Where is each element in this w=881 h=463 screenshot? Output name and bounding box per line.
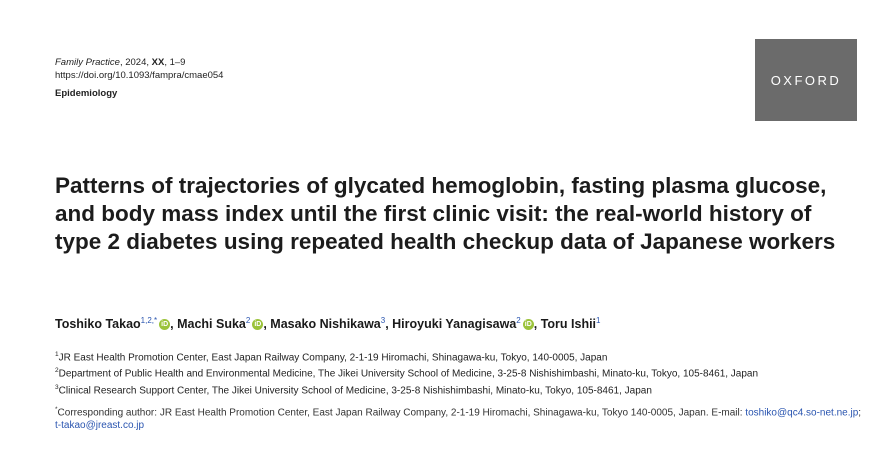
author[interactable] <box>177 317 263 331</box>
email-link-1[interactable]: toshiko@qc4.so-net.ne.jp <box>745 407 859 419</box>
author[interactable] <box>392 317 534 331</box>
citation-pages: , 1–9 <box>164 57 186 68</box>
corresponding-author <box>55 403 865 432</box>
author-affiliation-marker: 2 <box>516 316 521 325</box>
author-separator: , <box>263 317 271 332</box>
author[interactable] <box>541 317 601 331</box>
author-list <box>55 316 600 331</box>
author-affiliation-marker: 2 <box>245 316 251 325</box>
oxford-logo <box>755 39 857 121</box>
author-affiliation-marker: 3 <box>380 316 386 325</box>
journal-name: Family Practice <box>55 57 120 68</box>
author-name: Masako Nishikawa <box>270 317 381 332</box>
affiliation-text: JR East Health Promotion Center, East Japan Railway Company, 2-1-19 Hiromachi, Shinagawa-ku, Tokyo, 140-0005, Japan <box>58 352 608 364</box>
author-name: Hiroyuki Yanagisawa <box>392 317 517 332</box>
article-title: Patterns of trajectories of glycated hemoglobin, fasting plasma glucose, and body mass index until the first clinic visit: the real-world history of type 2 diabetes using repeated health checkup data of Japanese workers <box>55 173 836 254</box>
affiliation-text: Department of Public Health and Environmental Medicine, The Jikei University School of Medicine, 3-25-8 Nishishimbashi, Minato-ku, Tokyo, 105-8461, Japan <box>58 368 759 380</box>
orcid-icon[interactable]: iD <box>524 321 532 329</box>
author-name: Machi Suka <box>177 317 246 332</box>
affiliation-number: 2 <box>55 367 59 375</box>
corresponding-mark: * <box>55 405 58 413</box>
affiliation-number: 3 <box>55 383 59 391</box>
affiliation-list <box>55 348 865 397</box>
citation-line <box>55 56 223 69</box>
orcid-icon[interactable]: iD <box>254 321 262 329</box>
logo-text: OXFORD <box>770 72 842 88</box>
affiliation-item <box>55 364 865 380</box>
section-label: Epidemiology <box>55 88 118 99</box>
email-separator: ; <box>858 407 862 419</box>
author[interactable] <box>55 317 170 331</box>
citation-year: , 2024, <box>119 57 152 68</box>
author-separator: , <box>533 317 541 332</box>
affiliation-item <box>55 348 865 364</box>
affiliations <box>55 348 865 432</box>
doi-link[interactable]: https://doi.org/10.1093/fampra/cmae054 <box>55 70 224 81</box>
affiliation-item <box>55 381 865 397</box>
author-affiliation-marker: 1 <box>596 316 601 325</box>
author[interactable] <box>270 317 385 331</box>
author-separator: , <box>385 317 393 332</box>
author-name: Toru Ishii <box>540 317 597 332</box>
affiliation-number: 1 <box>55 351 59 358</box>
author-affiliation-marker: 1,2,* <box>140 316 158 325</box>
affiliation-text: Clinical Research Support Center, The Jikei University School of Medicine, 3-25-8 Nishishimbashi, Minato-ku, Tokyo, 105-8461, Japan <box>58 384 652 396</box>
orcid-icon[interactable]: iD <box>161 321 169 329</box>
author-separator: , <box>170 317 178 332</box>
author-name: Toshiko Takao <box>55 317 141 332</box>
email-link-2[interactable]: t-takao@jreast.co.jp <box>55 420 145 432</box>
journal-info <box>55 56 223 100</box>
citation-volume: XX <box>151 57 165 68</box>
corresponding-text: Corresponding author: JR East Health Promotion Center, East Japan Railway Company, 2-1-19 Hiromachi, Shinagawa-ku, Tokyo 140-0005, Japan. E-mail: <box>57 407 746 419</box>
